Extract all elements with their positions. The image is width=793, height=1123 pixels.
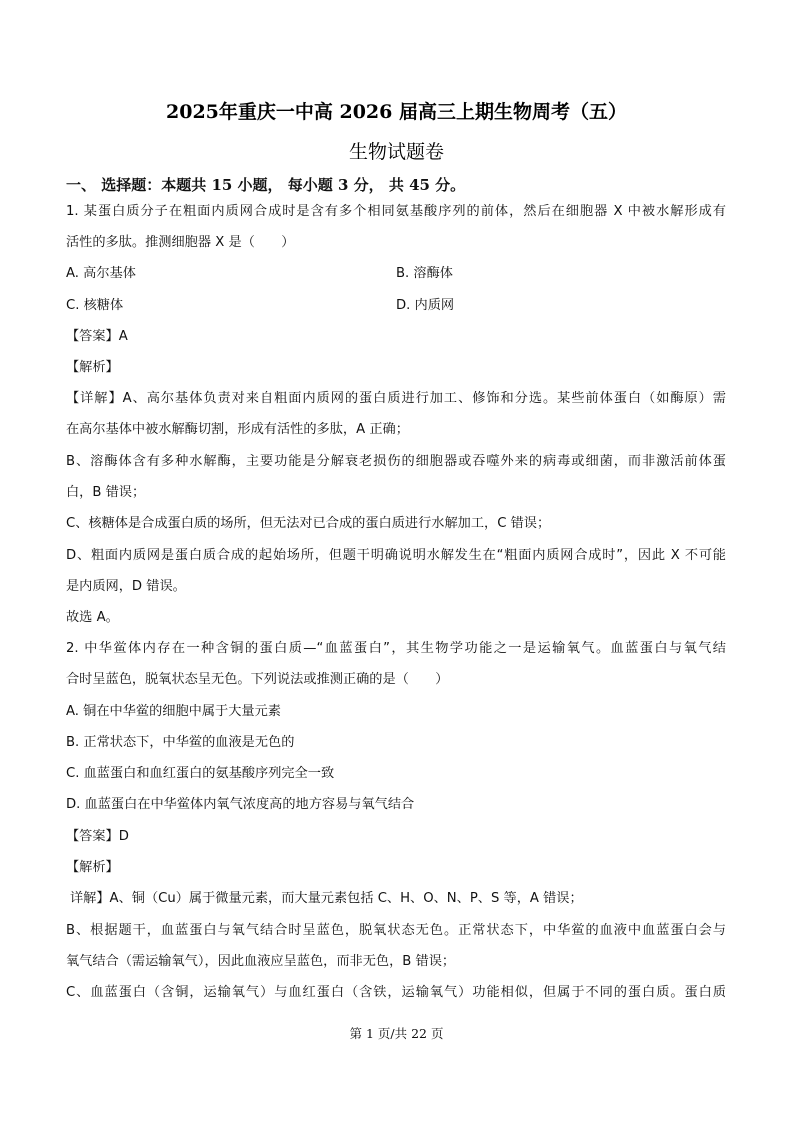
q1-option-b: B. 溶酶体 bbox=[396, 266, 453, 281]
q2-option-b: B. 正常状态下，中华鲎的血液是无色的 bbox=[66, 735, 295, 750]
q1-detail-line7: 是内质网，D 错误。 bbox=[66, 579, 186, 594]
q1-option-c: C. 核糖体 bbox=[66, 298, 124, 313]
page-subtitle: 生物试题卷 bbox=[348, 141, 444, 163]
page-title: 2025年重庆一中高 2026 届高三上期生物周考（五） bbox=[166, 101, 627, 123]
q1-conclusion: 故选 A。 bbox=[66, 610, 119, 625]
q1-stem-line1: 1. 某蛋白质分子在粗面内质网合成时是含有多个相同氨基酸序列的前体，然后在细胞器 X 中被水解形成有 bbox=[66, 204, 726, 219]
q1-answer: 【答案】A bbox=[66, 329, 128, 344]
section-heading: 一、 选择题：本题共 15 小题， 每小题 3 分， 共 45 分。 bbox=[66, 176, 466, 194]
q2-detail-line4: C、血蓝蛋白（含铜，运输氧气）与血红蛋白（含铁，运输氧气）功能相似，但属于不同的蛋白质。蛋白质 bbox=[66, 985, 726, 1000]
q2-detail-line2: B、根据题干，血蓝蛋白与氧气结合时呈蓝色，脱氧状态无色。正常状态下，中华鲎的血液中血蓝蛋白会与 bbox=[66, 923, 726, 938]
q2-stem-line2: 合时呈蓝色，脱氧状态呈无色。下列说法或推测正确的是（ ） bbox=[66, 672, 449, 687]
q2-option-a: A. 铜在中华鲎的细胞中属于大量元素 bbox=[66, 704, 281, 719]
q1-detail-line2: 在高尔基体中被水解酶切割，形成有活性的多肽，A 正确； bbox=[66, 422, 409, 437]
q1-option-d: D. 内质网 bbox=[396, 298, 455, 313]
q1-analysis-heading: 【解析】 bbox=[66, 360, 119, 375]
q1-detail-line6: D、粗面内质网是蛋白质合成的起始场所，但题干明确说明水解发生在“粗面内质网合成时”，因此 X 不可能 bbox=[66, 548, 726, 563]
q1-detail-line5: C、核糖体是合成蛋白质的场所，但无法对已合成的蛋白质进行水解加工，C 错误； bbox=[66, 516, 551, 531]
q2-stem-line1: 2. 中华鲎体内存在一种含铜的蛋白质—“血蓝蛋白”，其生物学功能之一是运输氧气。血蓝蛋白与氧气结 bbox=[66, 641, 726, 656]
q1-detail-line1: 【详解】A、高尔基体负责对来自粗面内质网的蛋白质进行加工、修饰和分选。某些前体蛋白（如酶原）需 bbox=[66, 391, 726, 406]
q1-detail-line3: B、溶酶体含有多种水解酶，主要功能是分解衰老损伤的细胞器或吞噬外来的病毒或细菌，而非激活前体蛋 bbox=[66, 454, 726, 469]
q2-option-c: C. 血蓝蛋白和血红蛋白的氨基酸序列完全一致 bbox=[66, 766, 335, 781]
q2-analysis-heading: 【解析】 bbox=[66, 860, 119, 875]
q1-option-a: A. 高尔基体 bbox=[66, 266, 136, 281]
page-footer: 第 1 页/共 22 页 bbox=[349, 1026, 444, 1041]
q1-stem-line2: 活性的多肽。推测细胞器 X 是（ ） bbox=[66, 235, 295, 250]
q2-option-d: D. 血蓝蛋白在中华鲎体内氧气浓度高的地方容易与氧气结合 bbox=[66, 797, 415, 812]
q1-detail-line4: 白，B 错误； bbox=[66, 485, 146, 500]
q2-answer: 【答案】D bbox=[66, 829, 129, 844]
q2-detail-line1: 详解】A、铜（Cu）属于微量元素，而大量元素包括 C、H、O、N、P、S 等，A 错误； bbox=[70, 891, 583, 906]
q2-detail-line3: 氧气结合（需运输氧气），因此血液应呈蓝色，而非无色，B 错误； bbox=[66, 954, 456, 969]
